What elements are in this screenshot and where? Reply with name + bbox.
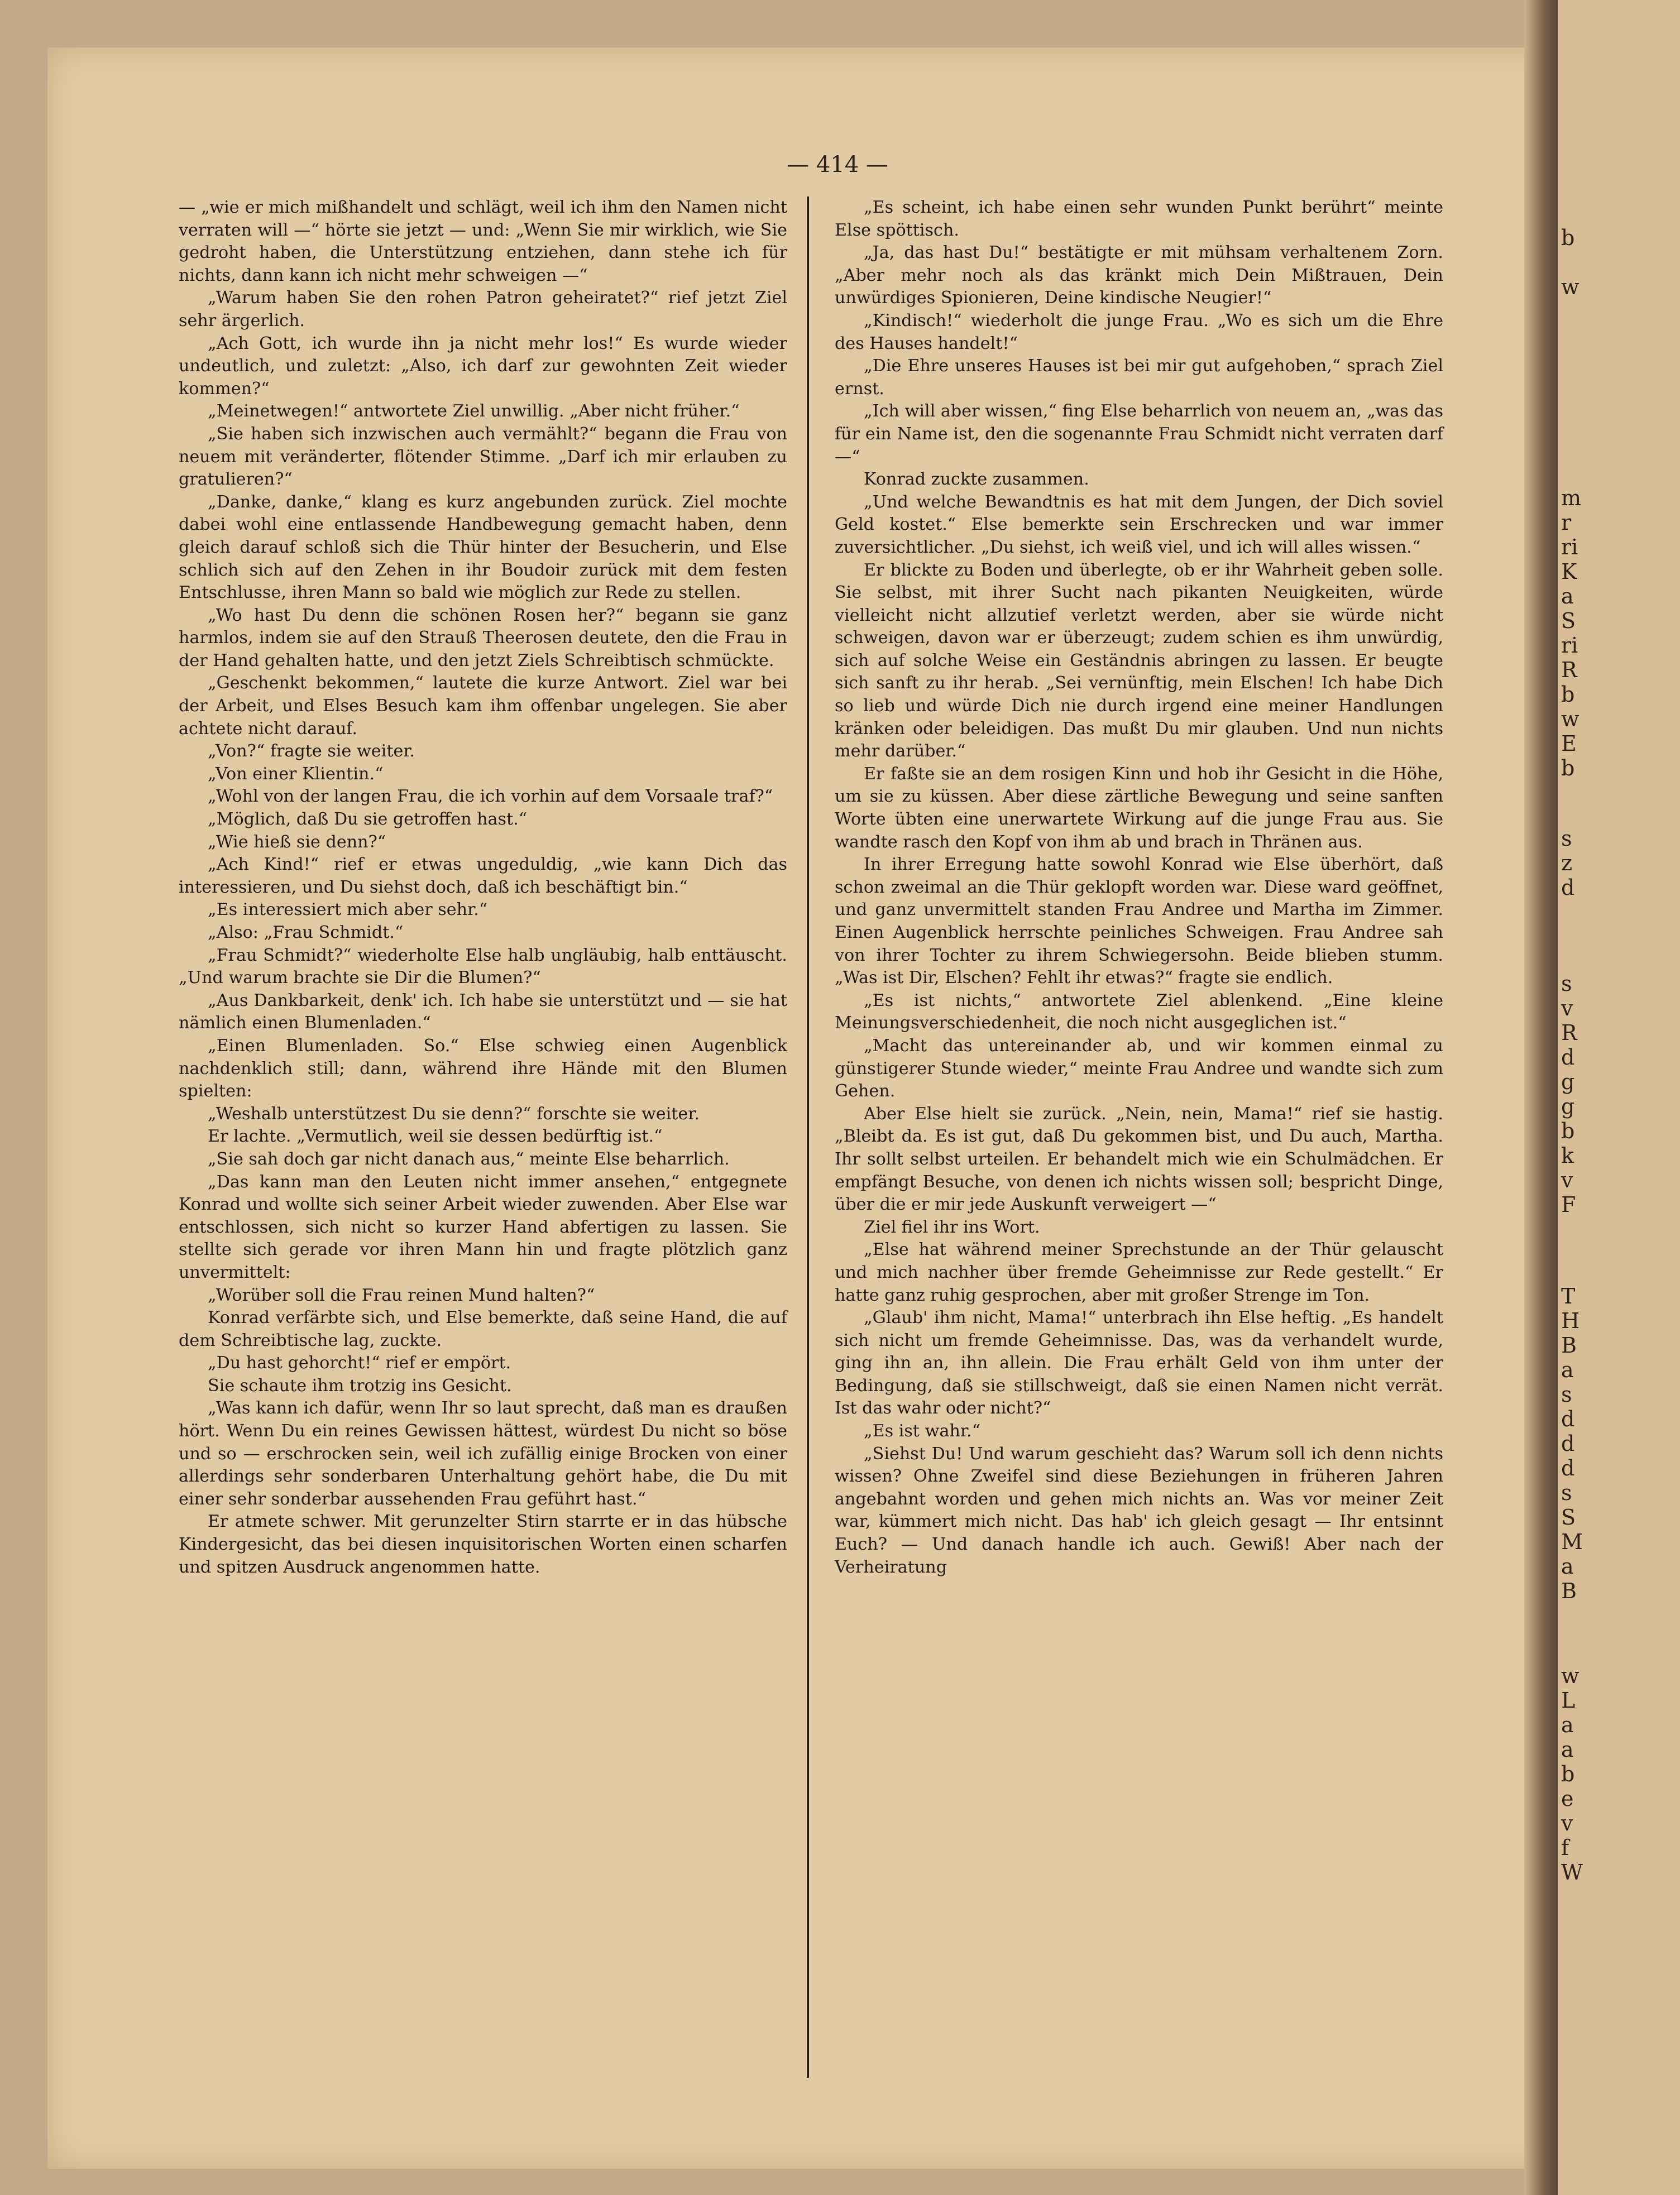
paragraph: Ziel fiel ihr ins Wort. [864, 1217, 1040, 1237]
paragraph: „Möglich, daß Du sie getroffen hast.“ [208, 809, 528, 830]
paragraph: „Else hat während meiner Sprechstunde an der Thür gelauscht und mich nachher über fremde Geheimnisse zur Rede gestellt.“ Er hatte ganz ruhig gesprochen, aber mit großer Strenge im Ton. [835, 1240, 1443, 1305]
fragment-line [1561, 250, 1673, 275]
paragraph: „Die Ehre unseres Hauses ist bei mir gut aufgehoben,“ sprach Ziel ernst. [835, 356, 1443, 399]
paragraph: „Ich will aber wissen,“ fing Else beharrlich von neuem an, „was das für ein Name ist, den die sogenannte Frau Schmidt nicht verraten darf —“ [835, 401, 1443, 467]
paragraph: — „wie er mich mißhandelt und schlägt, weil ich ihm den Namen nicht verraten will —“ hörte sie jetzt — und: „Wenn Sie mir wirklich, wie Sie gedroht haben, die Unterstützung entziehen, dann stehe ich für nichts, dann kann ich nicht mehr schweigen —“ [179, 198, 787, 285]
paragraph: „Kindisch!“ wiederholt die junge Frau. „Wo es sich um die Ehre des Hauses handelt!“ [835, 310, 1443, 353]
paragraph: Konrad verfärbte sich, und Else bemerkte, daß seine Hand, die auf dem Schreibtische lag, zuckte. [179, 1308, 787, 1350]
paragraph: „Ach Kind!“ rief er etwas ungeduldig, „wie kann Dich das interessieren, und Du siehst doch, daß ich beschäftigt bin.“ [179, 855, 787, 897]
paragraph: „Danke, danke,“ klang es kurz angebunden zurück. Ziel mochte dabei wohl eine entlassende Handbewegung gemacht haben, denn gleich darauf schloß sich die Thür hinter der Besucherin, und Else schlich sich auf den Zehen in ihr Boudoir zurück mit dem festen Entschlusse, ihren Mann so bald wie möglich zur Rede zu stellen. [179, 492, 787, 603]
paragraph: Aber Else hielt sie zurück. „Nein, nein, Mama!“ rief sie hastig. „Bleibt da. Es ist gut, daß Du gekommen bist, und Du auch, Martha. Ihr sollt selbst urteilen. Er behandelt mich wie ein Schulmädchen. Er empfängt Besuche, von denen ich nichts wissen soll; bespricht Dinge, über die er mir jede Auskunft verweigert —“ [835, 1104, 1443, 1215]
paragraph: „Es ist nichts,“ antwortete Ziel ablenkend. „Eine kleine Meinungsverschiedenheit, die noch nicht ausgeglichen ist.“ [835, 990, 1443, 1033]
fragment-line: W [1561, 1860, 1583, 1885]
fragment-line [1561, 201, 1673, 226]
fragment-line: a [1561, 1737, 1574, 1762]
fragment-line: H [1561, 1309, 1580, 1333]
paragraph: „Sie haben sich inzwischen auch vermählt?“ begann die Frau von neuem mit veränderter, flötender Stimme. „Darf ich mir erlauben zu gratulieren?“ [179, 424, 787, 490]
paragraph: „Es interessiert mich aber sehr.“ [208, 900, 488, 920]
fragment-line: R [1561, 1020, 1577, 1045]
fragment-line: F [1561, 1192, 1576, 1217]
page-number: — 414 — [787, 152, 888, 178]
fragment-line: a [1561, 1713, 1574, 1737]
paragraph: „Ja, das hast Du!“ bestätigte er mit mühsam verhaltenem Zorn. „Aber mehr noch als das kränkt mich Dein Mißtrauen, Dein unwürdiges Spionieren, Deine kindische Neugier!“ [835, 243, 1443, 308]
fragment-line: w [1561, 275, 1580, 299]
fragment-line: S [1561, 608, 1576, 633]
column-rule [807, 197, 809, 2078]
fragment-line: b [1561, 682, 1575, 707]
fragment-line: B [1561, 1579, 1577, 1603]
fragment-line: z [1561, 851, 1573, 875]
paragraph: „Frau Schmidt?“ wiederholte Else halb ungläubig, halb enttäuscht. „Und warum brachte sie Dir die Blumen?“ [179, 945, 787, 988]
fragment-line: d [1561, 1456, 1575, 1480]
fragment-line: e [1561, 1786, 1574, 1811]
fragment-line: s [1561, 1382, 1572, 1407]
fragment-line: w [1561, 1664, 1580, 1688]
fragment-line: K [1561, 559, 1577, 584]
paragraph: „Einen Blumenladen. So.“ Else schwieg einen Augenblick nachdenklich still; dann, während ihre Hände mit den Blumen spielten: [179, 1036, 787, 1101]
paragraph: „Warum haben Sie den rohen Patron geheiratet?“ rief jetzt Ziel sehr ärgerlich. [179, 288, 787, 330]
fragment-line: L [1561, 1688, 1576, 1713]
next-page-fragment [1561, 971, 1673, 1217]
paragraph: „Du hast gehorcht!“ rief er empört. [208, 1353, 511, 1373]
fragment-line: d [1561, 1431, 1575, 1456]
paragraph: Er atmete schwer. Mit gerunzelter Stirn starrte er in das hübsche Kindergesicht, das bei diesen inquisitorischen Worten einen scharfen und spitzen Ausdruck angenommen hatte. [179, 1512, 787, 1577]
fragment-line: R [1561, 658, 1577, 682]
text-column-right [835, 197, 1443, 1579]
paragraph: „Von?“ fragte sie weiter. [208, 741, 415, 761]
paragraph: „Weshalb unterstützest Du sie denn?“ forschte sie weiter. [208, 1104, 700, 1124]
fragment-line: T [1561, 1284, 1576, 1309]
fragment-line: s [1561, 1480, 1572, 1505]
fragment-line: v [1561, 996, 1573, 1020]
paragraph: „Das kann man den Leuten nicht immer ansehen,“ entgegnete Konrad und wollte sich seiner Arbeit wieder zuwenden. Aber Else war entschlossen, sich nicht so kurzer Hand abfertigen zu lassen. Sie stellte sich gerade vor ihren Mann hin und fragte plötzlich ganz unvermittelt: [179, 1172, 787, 1282]
next-page-fragment [1561, 486, 1673, 780]
paragraph: „Wie hieß sie denn?“ [208, 832, 386, 852]
fragment-line: g [1561, 1094, 1575, 1119]
fragment-line: v [1561, 1168, 1573, 1192]
paragraph: „Also: „Frau Schmidt.“ [208, 923, 404, 942]
paragraph: „Was kann ich dafür, wenn Ihr so laut sprecht, daß man es draußen hört. Wenn Du ein reines Gewissen hättest, würdest Du nicht so böse und so — erschrocken sein, weil ich zufällig einige Brocken von einer allerdings sehr sonderbaren Unterhaltung gehört habe, die Du mit einer sehr sonderbar aussehenden Frau geführt hast.“ [179, 1398, 787, 1509]
paragraph: Er lachte. „Vermutlich, weil sie dessen bedürftig ist.“ [208, 1127, 663, 1147]
paragraph: Er faßte sie an dem rosigen Kinn und hob ihr Gesicht in die Höhe, um sie zu küssen. Aber diese zärtliche Bewegung und seine sanften Worte übten eine unerwartete Wirkung auf die junge Frau aus. Sie wandte rasch den Kopf von ihm ab und brach in Thränen aus. [835, 764, 1443, 852]
paragraph: „Und welche Bewandtnis es hat mit dem Jungen, der Dich soviel Geld kostet.“ Else bemerkte sein Erschrecken und war immer zuversichtlicher. „Du siehst, ich weiß viel, und ich will alles wissen.“ [835, 492, 1443, 557]
paragraph: „Siehst Du! Und warum geschieht das? Warum soll ich denn nichts wissen? Ohne Zweifel sind diese Beziehungen in früheren Jahren angebahnt worden und gehen mich nichts an. Was vor meiner Zeit war, kümmert mich nicht. Das hab' ich gleich gesagt — Ihr entsinnt Euch? — Und danach handle ich auch. Gewiß! Aber nach der Verheiratung [835, 1444, 1443, 1577]
fragment-line: d [1561, 1407, 1575, 1431]
fragment-line: d [1561, 1045, 1575, 1070]
paragraph: Sie schaute ihm trotzig ins Gesicht. [208, 1376, 512, 1396]
fragment-line: s [1561, 971, 1572, 996]
paragraph: „Meinetwegen!“ antwortete Ziel unwillig. „Aber nicht früher.“ [208, 401, 740, 421]
text-column-left [179, 197, 787, 1579]
paragraph: „Es ist wahr.“ [864, 1421, 981, 1441]
next-page-fragment [1561, 826, 1673, 900]
next-page-fragment [1561, 1664, 1673, 1885]
fragment-line: ri [1561, 633, 1578, 658]
fragment-line: a [1561, 1358, 1574, 1382]
paragraph: „Glaub' ihm nicht, Mama!“ unterbrach ihn Else heftig. „Es handelt sich nicht um fremde Geheimnisse. Das, was da verhandelt wurde, ging ihn an, ihn allein. Die Frau erhält Geld von ihm unter der Bedingung, daß sie stillschweigt, daß sie einen Namen nicht verrät. Ist das wahr oder nicht?“ [835, 1308, 1443, 1418]
paragraph: „Es scheint, ich habe einen sehr wunden Punkt berührt“ meinte Else spöttisch. [835, 198, 1443, 240]
fragment-line: w [1561, 707, 1580, 731]
fragment-line: r [1561, 510, 1572, 535]
fragment-line: f [1561, 1835, 1569, 1860]
paragraph: In ihrer Erregung hatte sowohl Konrad wie Else überhört, daß schon zweimal an die Thür geklopft worden war. Diese ward geöffnet, und ganz unvermittelt standen Frau Andree und Martha im Zimmer. Einen Augenblick herrschte peinliches Schweigen. Frau Andree sah von ihrer Tochter zu ihrem Schwiegersohn. Beide blieben stumm. „Was ist Dir, Elschen? Fehlt ihr etwas?“ fragte sie endlich. [835, 855, 1443, 988]
next-page-edge [1558, 0, 1680, 2195]
paragraph: „Macht das untereinander ab, und wir kommen einmal zu günstigerer Stunde wieder,“ meinte Frau Andree und wandte sich zum Gehen. [835, 1036, 1443, 1101]
fragment-line: M [1561, 1530, 1583, 1554]
next-page-fragment [1561, 1284, 1673, 1603]
paragraph: Er blickte zu Boden und überlegte, ob er ihr Wahrheit geben solle. Sie selbst, mit ihrer Sucht nach pikanten Neuigkeiten, würde vielleicht nicht allzutief verletzt werden, aber sie würde nicht schweigen, davon war er überzeugt; zudem schien es ihm unwürdig, sich auf solche Weise ein Geständnis abringen zu lassen. Er beugte sich sanft zu ihr herab. „Sei vernünftig, mein Elschen! Ich habe Dich so lieb und würde Dich nie durch irgend eine meiner Handlungen kränken oder beleidigen. Das mußt Du mir glauben. Und nun nichts mehr darüber.“ [835, 560, 1443, 761]
paragraph: „Sie sah doch gar nicht danach aus,“ meinte Else beharrlich. [208, 1149, 730, 1169]
paragraph: Konrad zuckte zusammen. [864, 469, 1089, 490]
fragment-line: a [1561, 584, 1574, 608]
fragment-line: b [1561, 226, 1575, 250]
paragraph: „Geschenkt bekommen,“ lautete die kurze Antwort. Ziel war bei der Arbeit, und Elses Besuch kam ihm offenbar ungelegen. Sie aber achtete nicht darauf. [179, 673, 787, 739]
book-gutter [1524, 0, 1558, 2195]
next-page-fragment [1561, 201, 1673, 299]
paragraph: „Worüber soll die Frau reinen Mund halten?“ [208, 1285, 595, 1305]
paragraph: „Wohl von der langen Frau, die ich vorhin auf dem Vorsaale traf?“ [208, 787, 773, 807]
paragraph: „Aus Dankbarkeit, denk' ich. Ich habe sie unterstützt und — sie hat nämlich einen Blumenladen.“ [179, 990, 787, 1033]
fragment-line: g [1561, 1070, 1575, 1094]
paragraph: „Wo hast Du denn die schönen Rosen her?“ begann sie ganz harmlos, indem sie auf den Strauß Theerosen deutete, den die Frau in der Hand gehalten hatte, und den jetzt Ziels Schreibtisch schmückte. [179, 605, 787, 670]
fragment-line: s [1561, 826, 1572, 851]
fragment-line: d [1561, 875, 1575, 900]
fragment-line: m [1561, 486, 1582, 510]
fragment-line: a [1561, 1554, 1574, 1579]
fragment-line: B [1561, 1333, 1577, 1358]
fragment-line: ri [1561, 535, 1578, 559]
fragment-line: k [1561, 1143, 1574, 1168]
paragraph: „Von einer Klientin.“ [208, 764, 384, 784]
fragment-line: b [1561, 1762, 1575, 1786]
fragment-line: b [1561, 756, 1575, 780]
fragment-line: b [1561, 1119, 1575, 1143]
fragment-line: E [1561, 731, 1577, 756]
fragment-line: v [1561, 1811, 1573, 1835]
fragment-line: S [1561, 1505, 1576, 1530]
paragraph: „Ach Gott, ich wurde ihn ja nicht mehr los!“ Es wurde wieder undeutlich, und zuletzt: „Also, ich darf zur gewohnten Zeit wieder kommen?“ [179, 333, 787, 399]
